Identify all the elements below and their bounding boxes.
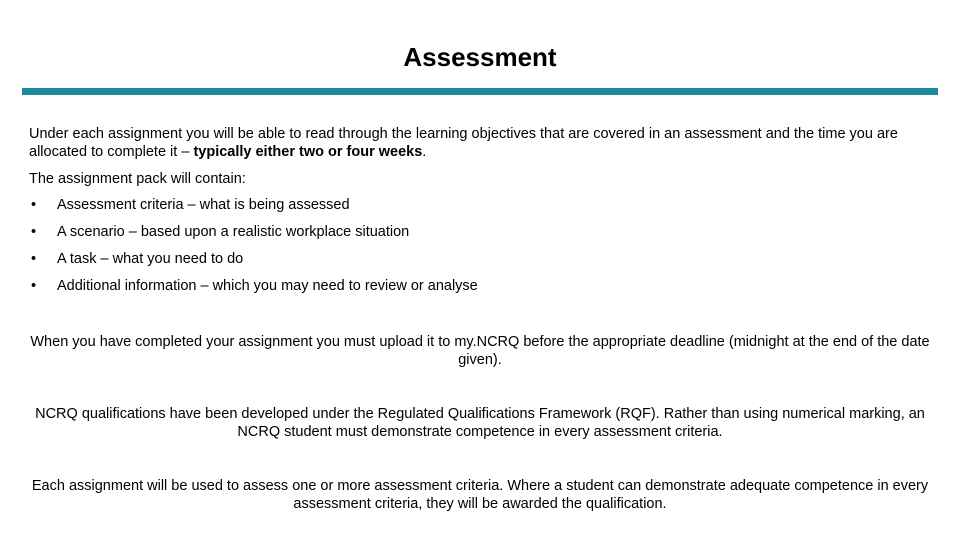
pack-lead-text: The assignment pack will contain: [29,171,246,187]
title-divider [22,88,938,95]
list-item [29,223,478,250]
bullet-icon: • [31,224,37,240]
qualification-award-note: Each assignment will be used to assess one or more assessment criteria. Where a student can demonstrate adequate competence in every assessment criteria, they will be awarded the qualification. [31,478,929,512]
list-item-text: Assessment criteria – what is being assessed [57,197,350,213]
bullet-icon: • [31,251,37,267]
intro-paragraph [29,125,939,161]
list-item-text: Additional information – which you may need to review or analyse [57,278,478,294]
list-item-text: A task – what you need to do [57,251,244,267]
intro-duration-emphasis: typically either two or four weeks [193,144,423,160]
intro-text-start: Under each assignment you will be able to read through the learning objectives that are covered in an assessment and the time you are allocated to complete it – [29,126,898,160]
slide-title: Assessment [403,42,557,72]
intro-text-end: . [422,144,427,160]
upload-instructions: When you have completed your assignment you must upload it to my.NCRQ before the appropriate deadline (midnight at the end of the date given). [30,334,930,368]
rqf-explanation: NCRQ qualifications have been developed under the Regulated Qualifications Framework (RQF). Rather than using numerical marking, an NCRQ student must demonstrate competence in every assessment criteria. [35,406,925,440]
bullet-icon: • [31,278,37,294]
pack-contents-list [29,196,478,304]
bullet-icon: • [31,197,37,213]
list-item [29,277,478,304]
list-item-text: A scenario – based upon a realistic workplace situation [57,224,410,240]
list-item [29,196,478,223]
list-item [29,250,478,277]
